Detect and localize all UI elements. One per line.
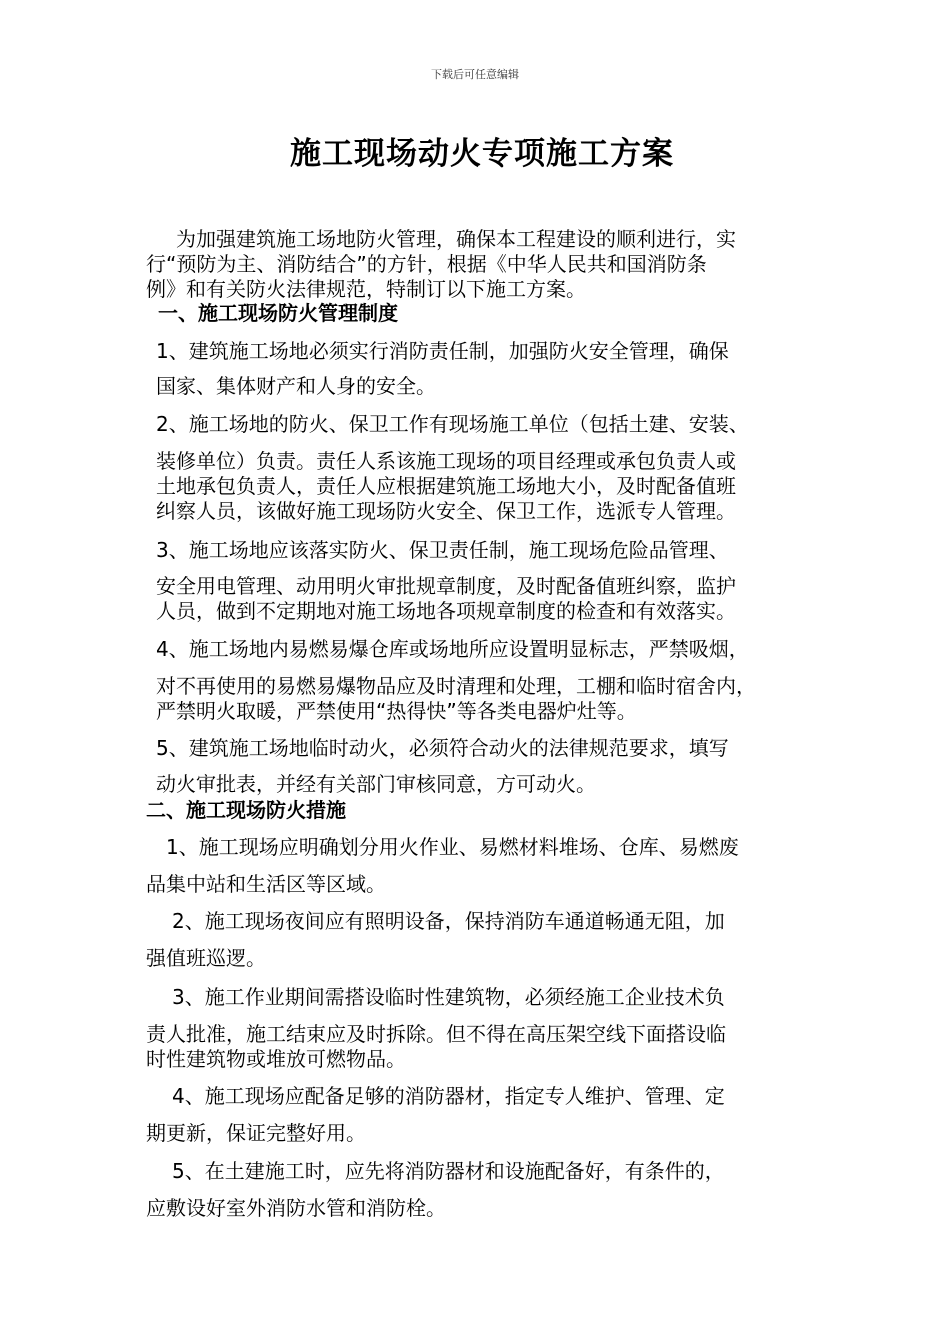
section1-item-line: 动火审批表，并经有关部门审核同意，方可动火。 xyxy=(156,772,596,796)
section1-item-line: 安全用电管理、动用明火审批规章制度，及时配备值班纠察，监护 xyxy=(156,574,736,598)
section2-item-line: 1、施工现场应明确划分用火作业、易燃材料堆场、仓库、易燃废 xyxy=(166,835,739,859)
intro-line: 行“预防为主、消防结合”的方针，根据《中华人民共和国消防条 xyxy=(146,252,707,276)
section2-item-line: 5、在土建施工时，应先将消防器材和设施配备好，有条件的， xyxy=(172,1159,725,1183)
section2-item-line: 品集中站和生活区等区域。 xyxy=(146,872,386,896)
section1-item-line: 土地承包负责人，责任人应根据建筑施工场地大小，及时配备值班 xyxy=(156,474,736,498)
intro-line: 例》和有关防火法律规范，特制订以下施工方案。 xyxy=(146,277,586,301)
section-heading: 二、施工现场防火措施 xyxy=(146,798,346,822)
section2-item-line: 责人批准，施工结束应及时拆除。但不得在高压架空线下面搭设临 xyxy=(146,1022,726,1046)
section1-item-line: 严禁明火取暖，严禁使用“热得快”等各类电器炉灶等。 xyxy=(156,699,637,723)
page-header-note: 下载后可任意编辑 xyxy=(431,68,519,81)
section2-item-line: 3、施工作业期间需搭设临时性建筑物，必须经施工企业技术负 xyxy=(172,985,725,1009)
section2-item-line: 时性建筑物或堆放可燃物品。 xyxy=(146,1047,406,1071)
section1-item-line: 2、施工场地的防火、保卫工作有现场施工单位（包括土建、安装、 xyxy=(156,412,749,436)
section1-item-line: 3、施工场地应该落实防火、保卫责任制，施工现场危险品管理、 xyxy=(156,538,729,562)
section1-item-line: 5、建筑施工场地临时动火，必须符合动火的法律规范要求，填写 xyxy=(156,736,729,760)
intro-line: 为加强建筑施工场地防火管理，确保本工程建设的顺利进行，实 xyxy=(176,227,736,251)
document-title: 施工现场动火专项施工方案 xyxy=(290,136,674,172)
section1-item-line: 人员，做到不定期地对施工场地各项规章制度的检查和有效落实。 xyxy=(156,599,736,623)
section1-item-line: 1、建筑施工场地必须实行消防责任制，加强防火安全管理，确保 xyxy=(156,339,729,363)
section2-item-line: 期更新，保证完整好用。 xyxy=(146,1121,366,1145)
section1-item-line: 4、施工场地内易燃易爆仓库或场地所应设置明显标志，严禁吸烟， xyxy=(156,637,749,661)
section1-item-line: 对不再使用的易燃易爆物品应及时清理和处理，工棚和临时宿舍内， xyxy=(156,674,756,698)
section1-item-line: 纠察人员，该做好施工现场防火安全、保卫工作，选派专人管理。 xyxy=(156,499,736,523)
section-heading: 一、施工现场防火管理制度 xyxy=(158,301,398,325)
section1-item-line: 装修单位）负责。责任人系该施工现场的项目经理或承包负责人或 xyxy=(156,449,736,473)
section2-item-line: 强值班巡逻。 xyxy=(146,946,266,970)
section2-item-line: 4、施工现场应配备足够的消防器材，指定专人维护、管理、定 xyxy=(172,1084,725,1108)
section2-item-line: 2、施工现场夜间应有照明设备，保持消防车通道畅通无阻，加 xyxy=(172,909,725,933)
section2-item-line: 应敷设好室外消防水管和消防栓。 xyxy=(146,1196,446,1220)
section1-item-line: 国家、集体财产和人身的安全。 xyxy=(156,374,436,398)
